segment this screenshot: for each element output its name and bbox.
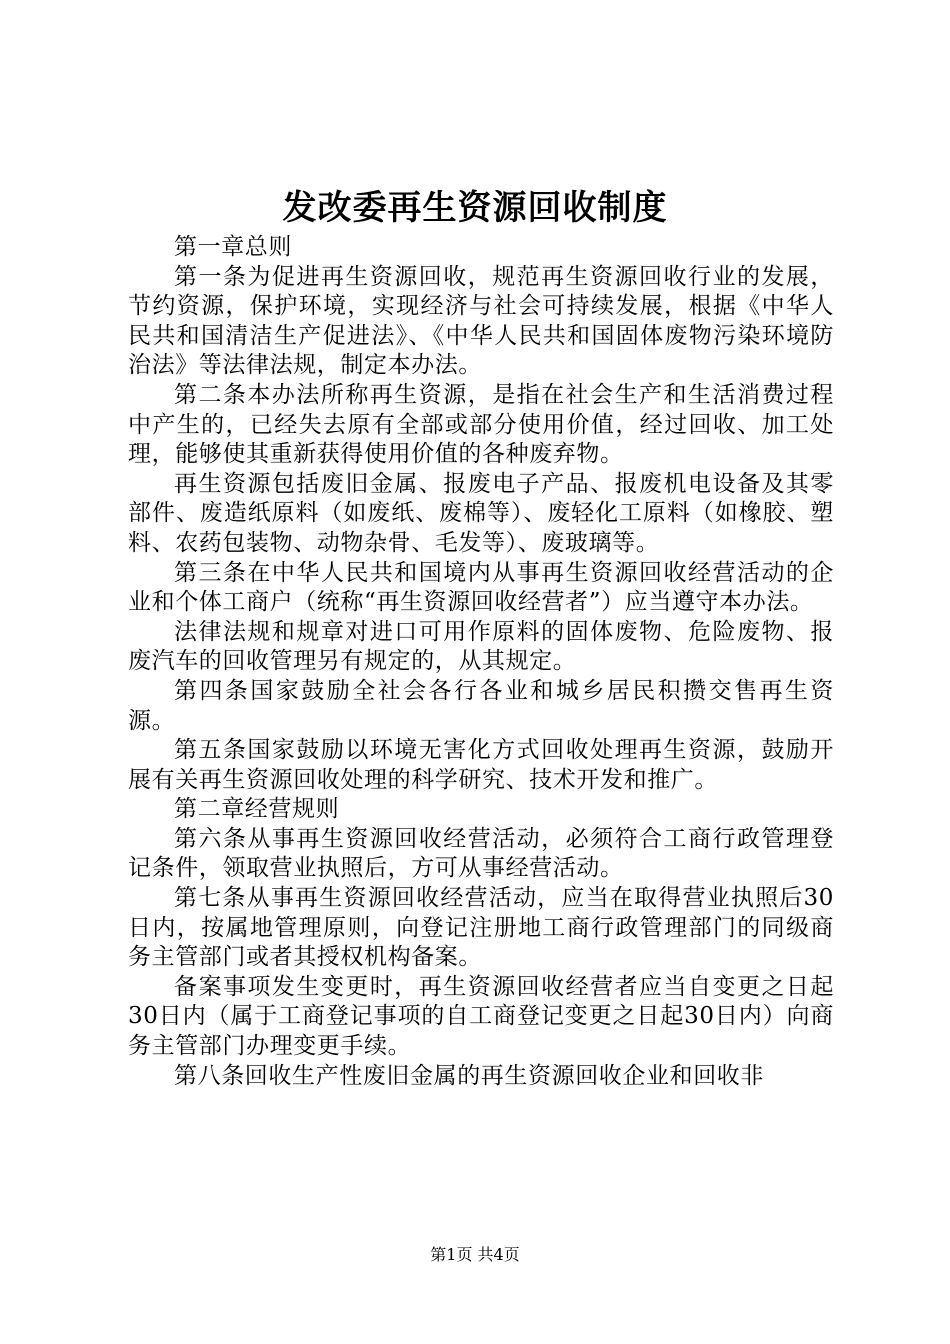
article-paragraph: 第二条本办法所称再生资源，是指在社会生产和生活消费过程中产生的，已经失去原有全部或部分使用价值，经过回收、加工处理，能够使其重新获得使用价值的各种废弃物。 xyxy=(128,381,834,468)
chapter-heading: 第二章经营规则 xyxy=(174,796,340,823)
article-paragraph: 第三条在中华人民共和国境内从事再生资源回收经营活动的企业和个体工商户（统称“再生资源回收经营者”）应当遵守本办法。 xyxy=(128,559,834,616)
article-paragraph: 再生资源包括废旧金属、报废电子产品、报废机电设备及其零部件、废造纸原料（如废纸、废棉等）、废轻化工原料（如橡胶、塑料、农药包装物、动物杂骨、毛发等）、废玻璃等。 xyxy=(128,470,834,556)
document-title: 发改委再生资源回收制度 xyxy=(282,188,668,228)
article-paragraph: 备案事项发生变更时，再生资源回收经营者应当自变更之日起30日内（属于工商登记事项的自工商登记变更之日起30日内）向商务主管部门办理变更手续。 xyxy=(128,973,834,1060)
chapter-heading: 第一章总则 xyxy=(174,234,292,260)
document-body xyxy=(128,233,834,1091)
article-paragraph: 第七条从事再生资源回收经营活动，应当在取得营业执照后30日内，按属地管理原则，向登记注册地工商行政管理部门的同级商务主管部门或者其授权机构备案。 xyxy=(128,885,834,971)
article-paragraph: 第六条从事再生资源回收经营活动，必须符合工商行政管理登记条件，领取营业执照后，方可从事经营活动。 xyxy=(128,825,834,882)
article-paragraph: 第四条国家鼓励全社会各行各业和城乡居民积攒交售再生资源。 xyxy=(128,677,834,734)
article-paragraph: 法律法规和规章对进口可用作原料的固体废物、危险废物、报废汽车的回收管理另有规定的，从其规定。 xyxy=(128,618,834,675)
article-paragraph: 第五条国家鼓励以环境无害化方式回收处理再生资源，鼓励开展有关再生资源回收处理的科学研究、技术开发和推广。 xyxy=(128,737,834,793)
page-number-footer: 第1页 共4页 xyxy=(430,1245,520,1264)
article-paragraph: 第八条回收生产性废旧金属的再生资源回收企业和回收非 xyxy=(174,1062,764,1089)
article-paragraph: 第一条为促进再生资源回收，规范再生资源回收行业的发展，节约资源，保护环境，实现经济与社会可持续发展，根据《中华人民共和国清洁生产促进法》、《中华人民共和国固体废物污染环境防治法》等法律法规，制定本办法。 xyxy=(128,263,834,379)
